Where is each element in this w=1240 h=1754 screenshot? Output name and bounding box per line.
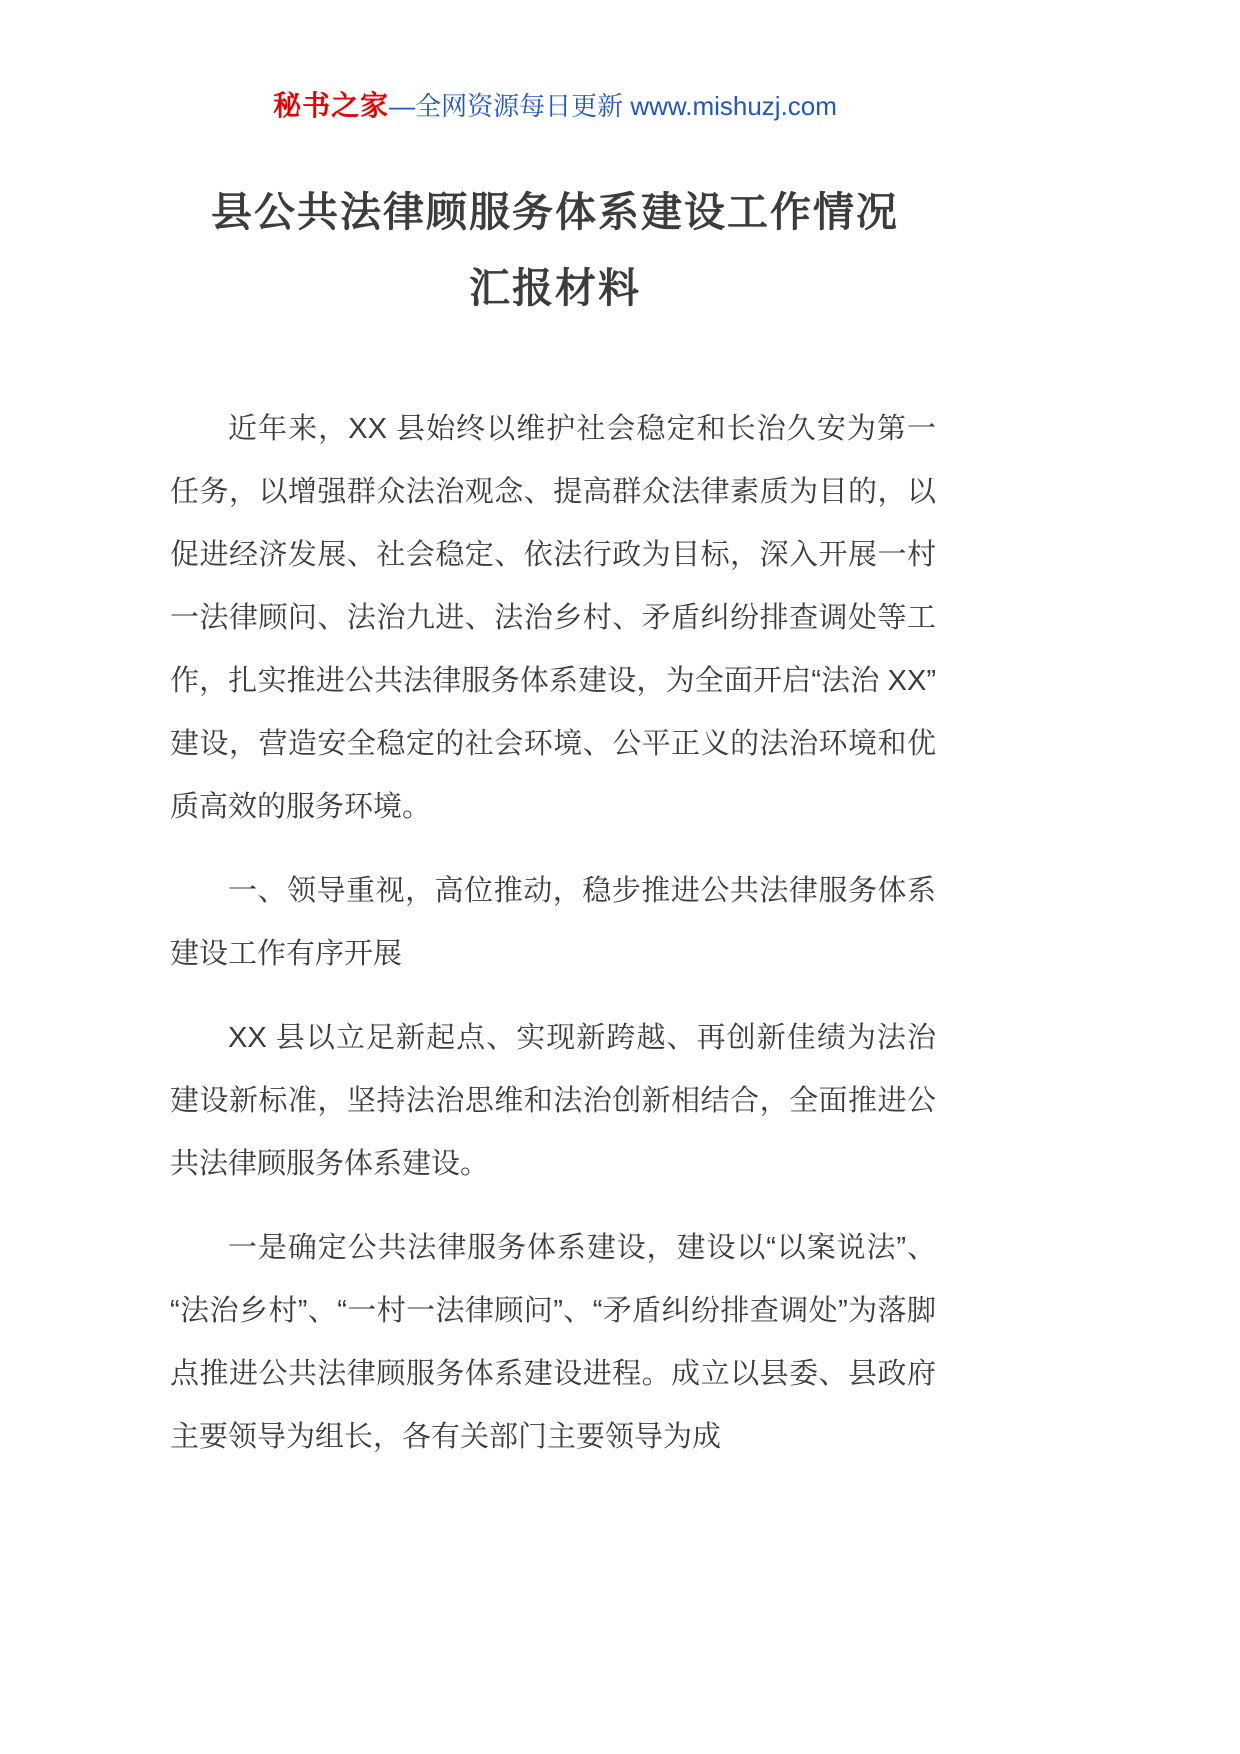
site-header	[0, 88, 1110, 124]
site-brand: 秘书之家	[273, 90, 390, 121]
paragraph-intro: 近年来，XX 县始终以维护社会稳定和长治久安为第一任务，以增强群众法治观念、提高群众法律素质为目的，以促进经济发展、社会稳定、依法行政为目标，深入开展一村一法律顾问、法治九进、法治乡村、矛盾纠纷排查调处等工作，扎实推进公共法律服务体系建设，为全面开启“法治 XX”建设，营造安全稳定的社会环境、公平正义的法治环境和优质高效的服务环境。	[170, 413, 936, 823]
document-title	[0, 174, 1110, 326]
section-heading-1: 一、领导重视，高位推动，稳步推进公共法律服务体系建设工作有序开展	[170, 875, 936, 970]
paragraph-standards: XX 县以立足新起点、实现新跨越、再创新佳绩为法治建设新标准，坚持法治思维和法治创新相结合，全面推进公共法律顾服务体系建设。	[170, 1022, 936, 1180]
paragraph-measure-one: 一是确定公共法律服务体系建设，建设以“以案说法”、“法治乡村”、“一村一法律顾问”、“矛盾纠纷排查调处”为落脚点推进公共法律顾服务体系建设进程。成立以县委、县政府主要领导为组长，各有关部门主要领导为成	[170, 1232, 936, 1453]
site-tagline: —全网资源每日更新	[389, 91, 631, 121]
document-body	[170, 398, 936, 1469]
site-url-link[interactable]: www.mishuzj.com	[630, 91, 837, 121]
document-title-line1: 县公共法律顾服务体系建设工作情况	[211, 189, 899, 235]
document-title-line2: 汇报材料	[469, 265, 641, 311]
